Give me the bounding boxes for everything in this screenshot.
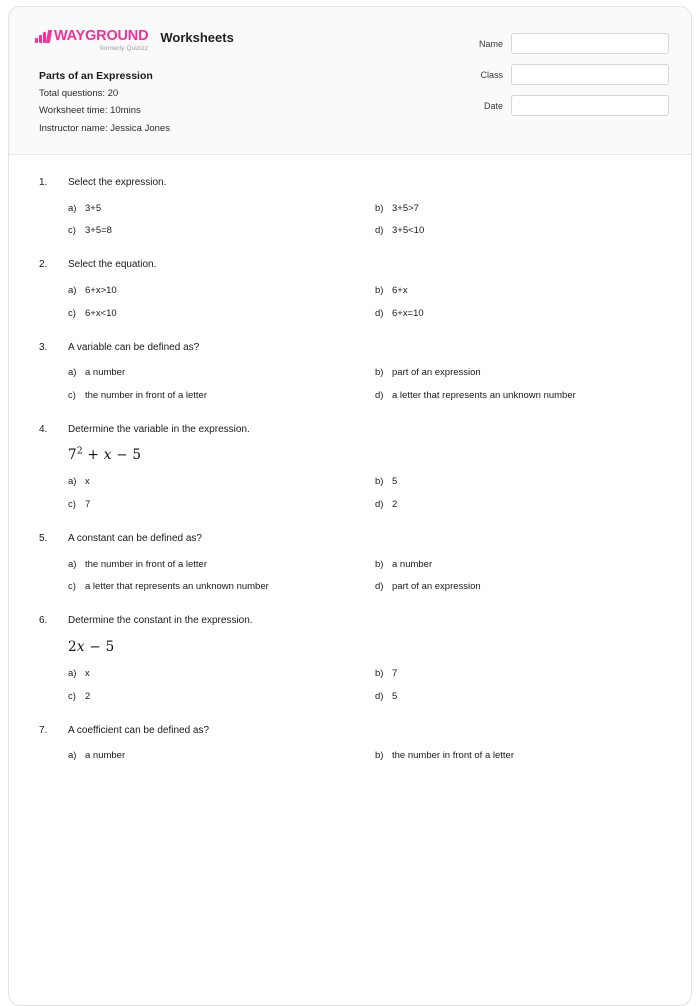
option-letter: b) (375, 284, 384, 296)
option-text: part of an expression (392, 367, 481, 378)
worksheet-time: Worksheet time: 10mins (39, 105, 141, 117)
option-c[interactable] (68, 581, 375, 593)
option-text: 2 (85, 690, 91, 702)
field-row-date (419, 95, 669, 116)
option-text: a number (85, 367, 126, 378)
question-number: 7. (39, 724, 48, 736)
option-letter: a) (68, 367, 77, 378)
option-text: 6+x (392, 284, 408, 296)
option-d[interactable] (375, 390, 661, 402)
wayground-logo (35, 29, 148, 53)
worksheet-title: Parts of an Expression (39, 70, 153, 82)
class-input[interactable] (511, 64, 669, 85)
option-c[interactable] (68, 308, 375, 320)
student-fields (419, 33, 669, 126)
option-text: 7 (392, 667, 398, 679)
option-letter: b) (375, 750, 384, 761)
option-text: 5 (392, 690, 398, 702)
question-item (39, 177, 661, 237)
option-c[interactable] (68, 225, 375, 237)
option-letter: d) (375, 690, 384, 702)
question-text: Select the equation. (68, 259, 157, 271)
instructor-name: Instructor name: Jessica Jones (39, 122, 170, 134)
option-a[interactable] (68, 285, 375, 297)
option-letter: a) (68, 667, 77, 679)
option-b[interactable] (375, 203, 661, 215)
question-head (39, 259, 661, 272)
question-number: 3. (39, 341, 48, 353)
option-letter: b) (375, 367, 384, 378)
date-input[interactable] (511, 95, 669, 116)
worksheet-header (9, 7, 691, 155)
option-letter: b) (375, 202, 384, 214)
question-number: 2. (39, 259, 48, 271)
worksheet-page (8, 6, 692, 1006)
option-letter: b) (375, 558, 384, 570)
question-text: A coefficient can be defined as? (68, 724, 210, 736)
option-a[interactable] (68, 476, 375, 488)
option-letter: d) (375, 581, 384, 593)
logo-line (35, 29, 148, 44)
question-number: 1. (39, 177, 48, 188)
option-text: 6+x>10 (85, 284, 117, 296)
option-letter: d) (375, 307, 384, 319)
option-text: 3+5>7 (392, 202, 419, 214)
option-letter: a) (68, 476, 77, 488)
option-letter: a) (68, 284, 77, 296)
option-a[interactable] (68, 750, 375, 762)
option-text: 6+x=10 (392, 307, 424, 319)
question-text: A variable can be defined as? (68, 341, 200, 353)
option-b[interactable] (375, 559, 661, 571)
option-d[interactable] (375, 691, 661, 703)
question-head (39, 177, 661, 190)
question-head (39, 424, 661, 437)
option-b[interactable] (375, 668, 661, 680)
option-letter: b) (375, 476, 384, 488)
option-text: a letter that represents an unknown number (392, 389, 576, 401)
question-item (39, 725, 661, 762)
option-letter: c) (68, 499, 76, 511)
options-grid (68, 750, 661, 762)
option-letter: d) (375, 499, 384, 511)
option-d[interactable] (375, 225, 661, 237)
options-grid (68, 476, 661, 511)
option-c[interactable] (68, 499, 375, 511)
options-grid (68, 668, 661, 703)
option-letter: c) (68, 307, 76, 319)
question-item (39, 533, 661, 593)
question-item (39, 342, 661, 402)
option-text: part of an expression (392, 581, 481, 593)
options-grid (68, 559, 661, 594)
option-d[interactable] (375, 581, 661, 593)
page-title: Worksheets (160, 30, 234, 45)
option-a[interactable] (68, 668, 375, 680)
option-b[interactable] (375, 750, 661, 762)
option-text: a number (392, 558, 433, 570)
question-item (39, 424, 661, 511)
question-number: 5. (39, 533, 48, 544)
question-head (39, 533, 661, 546)
class-label: Class (480, 69, 503, 80)
worksheet-meta (39, 70, 170, 141)
option-text: 5 (392, 476, 398, 488)
question-text: A constant can be defined as? (68, 533, 202, 544)
option-letter: c) (68, 225, 76, 237)
option-a[interactable] (68, 203, 375, 215)
option-letter: b) (375, 667, 384, 679)
question-item (39, 259, 661, 319)
question-text: Determine the variable in the expression. (68, 423, 250, 435)
question-number: 6. (39, 615, 48, 627)
name-label: Name (478, 38, 503, 49)
options-grid (68, 285, 661, 320)
question-item (39, 615, 661, 702)
option-c[interactable] (68, 390, 375, 402)
option-text: a number (85, 750, 126, 761)
option-text: the number in front of a letter (392, 750, 514, 761)
option-text: 3+5<10 (392, 225, 425, 237)
option-text: 7 (85, 499, 91, 511)
option-letter: c) (68, 389, 76, 401)
option-text: 6+x<10 (85, 307, 117, 319)
option-d[interactable] (375, 499, 661, 511)
question-math-expression: $7^2 + x - 5$ (68, 446, 142, 464)
option-text: 3+5=8 (85, 225, 112, 237)
option-text: 3+5 (85, 202, 102, 214)
option-text: the number in front of a letter (85, 389, 207, 401)
option-letter: c) (68, 690, 76, 702)
option-b[interactable] (375, 367, 661, 379)
option-text: the number in front of a letter (85, 558, 207, 570)
option-letter: d) (375, 225, 384, 237)
date-label: Date (483, 100, 503, 111)
option-text: 2 (392, 499, 398, 511)
question-head (39, 725, 661, 738)
option-letter: a) (68, 558, 77, 570)
question-head (39, 342, 661, 355)
option-text: x (85, 476, 90, 488)
question-text: Select the expression. (68, 177, 167, 188)
option-letter: a) (68, 202, 77, 214)
option-b[interactable] (375, 285, 661, 297)
logo-wordmark: WAYGROUND (54, 28, 149, 44)
options-grid (68, 367, 661, 402)
option-d[interactable] (375, 308, 661, 320)
field-row-name (419, 33, 669, 54)
option-text: a letter that represents an unknown number (85, 581, 269, 593)
question-number: 4. (39, 423, 48, 435)
option-c[interactable] (68, 691, 375, 703)
field-row-class (419, 64, 669, 85)
option-text: x (85, 667, 90, 679)
option-letter: c) (68, 581, 76, 593)
question-head (39, 615, 661, 628)
question-text: Determine the constant in the expression. (68, 615, 253, 627)
option-b[interactable] (375, 476, 661, 488)
options-grid (68, 203, 661, 238)
option-a[interactable] (68, 559, 375, 571)
option-letter: a) (68, 750, 77, 761)
name-input[interactable] (511, 33, 669, 54)
questions-list (9, 155, 691, 762)
wayground-bars-icon (35, 30, 51, 43)
brand-row (35, 29, 234, 53)
total-questions: Total questions: 20 (39, 88, 119, 99)
option-a[interactable] (68, 367, 375, 379)
option-letter: d) (375, 389, 384, 401)
question-math-expression: 2x − 5 (68, 638, 115, 655)
logo-subtitle: formerly Quizizz (100, 45, 149, 52)
